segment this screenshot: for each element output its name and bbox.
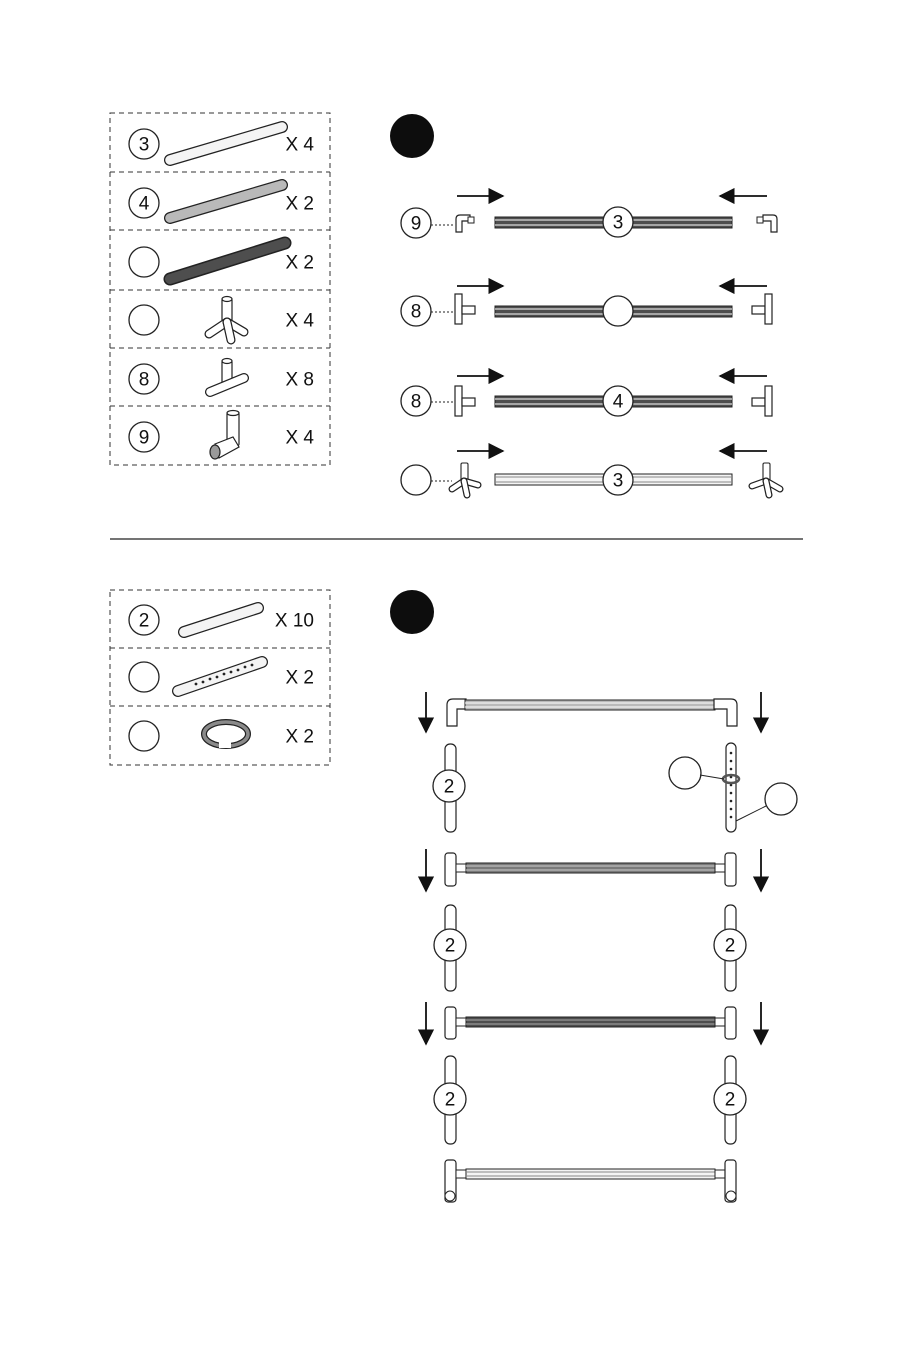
rail-with-holes-icon [178,662,262,691]
top-frame [447,699,737,726]
part-row [129,243,314,279]
bottom-frame [445,1160,736,1202]
part-quantity: X 4 [285,134,314,156]
tube-dark-icon [170,243,285,279]
pole-number: 2 [443,776,455,798]
part-number-badge [129,305,159,335]
bar-number: 3 [612,470,624,492]
pole-number: 2 [444,935,456,957]
elbow-connector [763,215,777,232]
tube-light-icon [184,608,258,632]
part-number: 9 [410,213,422,235]
part-number: 3 [138,134,150,156]
tube-light-icon [170,127,282,160]
step2-assembly [426,692,797,1202]
rail-with-holes [723,743,739,832]
ring-clip-icon [204,722,248,748]
tube-mid-icon [170,185,282,218]
part-row [129,721,314,751]
step-badge-1 [390,114,434,158]
assembly-row [401,286,772,326]
tee-connector [455,386,462,416]
part-number: 8 [138,369,150,391]
part-row [129,185,314,218]
part-row [129,359,314,395]
assembly-row [401,376,772,416]
pole-number: 2 [724,935,736,957]
part-number: 9 [138,427,150,449]
part-number: 8 [410,301,422,323]
connector-4way-icon [209,297,244,341]
part-number: 8 [410,391,422,413]
part-row [129,605,314,635]
part-row [129,297,314,341]
part-number-badge [129,247,159,277]
tee-connector [765,386,772,416]
connector-4way [752,463,780,495]
step2-parts-list [110,590,330,765]
part-quantity: X 8 [285,369,314,391]
part-quantity: X 2 [285,193,314,215]
step1-assembly [401,196,780,495]
bar-number: 3 [612,212,624,234]
assembly-row [401,451,780,495]
connector-tee-icon [210,359,244,393]
part-quantity: X 2 [285,726,314,748]
pole-number: 2 [444,1089,456,1111]
bar-number: 4 [612,391,624,413]
callout-ring [669,757,701,789]
middle-frame [445,853,736,886]
part-quantity: X 4 [285,427,314,449]
callout-rail [765,783,797,815]
tee-connector [765,294,772,324]
tee-connector [455,294,462,324]
connector-elbow-icon [210,411,239,460]
part-row [129,127,314,160]
connector-4way [452,463,478,495]
part-quantity: X 2 [285,667,314,689]
step1-parts-list [110,113,330,465]
part-row [129,411,314,460]
part-number: 2 [138,610,150,632]
part-row [129,662,314,692]
part-quantity: X 10 [274,610,314,632]
step-badge-2 [390,590,434,634]
pole-number: 2 [724,1089,736,1111]
middle-frame [445,1007,736,1039]
part-quantity: X 2 [285,252,314,274]
part-quantity: X 4 [285,310,314,332]
part-number: 4 [138,193,150,215]
assembly-row [401,196,777,238]
